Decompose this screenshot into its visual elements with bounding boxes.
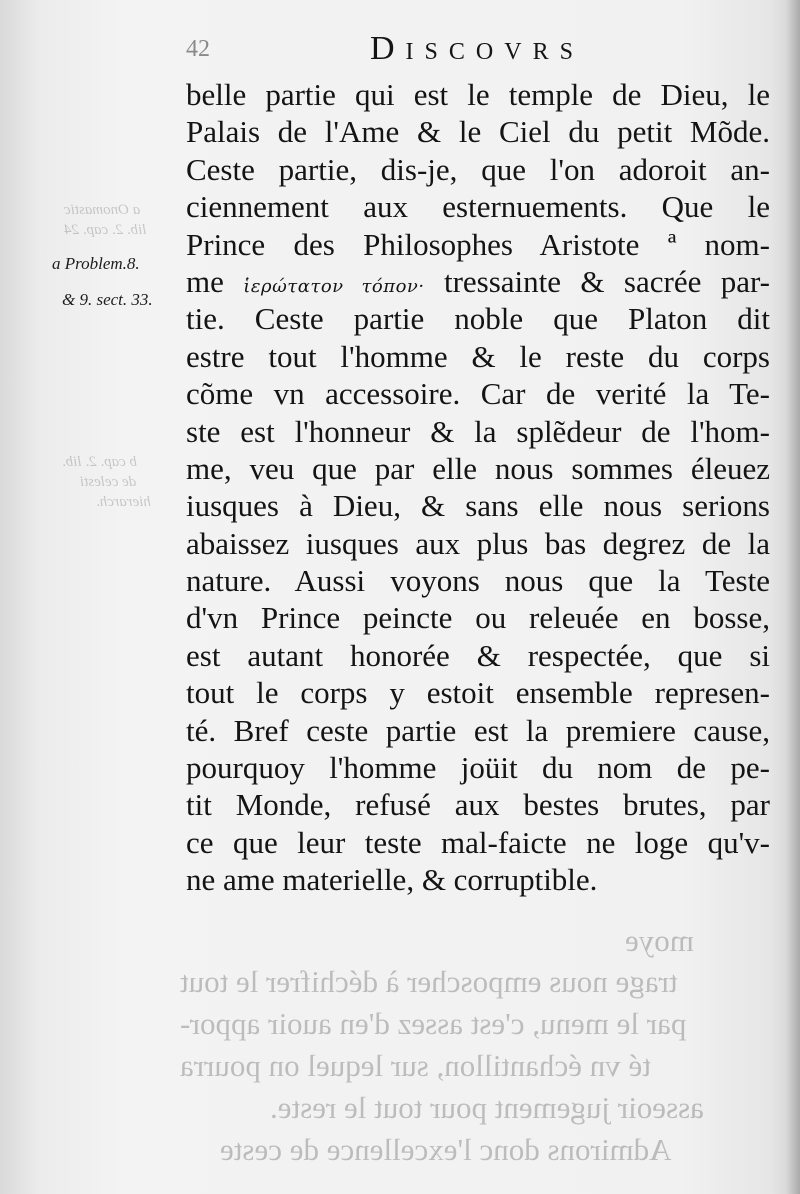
text-line: pourquoy l'homme joüit du nom de pe- [186, 750, 770, 786]
text-line: tit Monde, refusé aux bestes brutes, par [186, 787, 770, 823]
show-through-line: té vn échantillon, sur lequel on pourra [180, 1048, 651, 1083]
body-text [186, 76, 770, 899]
text-line: Palais de l'Ame & le Ciel du petit Mõde. [186, 114, 770, 150]
text-line: tout le corps y estoit ensemble represen- [186, 675, 770, 711]
text-line: iusques à Dieu, & sans elle nous serions [186, 488, 770, 524]
text-line: ciennement aux esternuements. Que le [186, 189, 770, 225]
page-number: 42 [186, 36, 210, 62]
greek-phrase: ἱερώτατον τόπον· [243, 275, 425, 297]
show-through-note: de celesti [80, 474, 137, 490]
text-line: ste est l'honneur & la splẽdeur de l'hom- [186, 413, 770, 449]
text-line: d'vn Prince peincte ou releuée en bosse, [186, 600, 770, 636]
show-through-note: lib. 2. cap. 24 [64, 222, 147, 238]
running-head: Discovrs [370, 30, 584, 67]
text-line: ne ame materielle, & corruptible. [186, 862, 598, 898]
text-line: tie. Ceste partie noble que Platon dit [186, 301, 770, 337]
text-line: me, veu que par elle nous sommes éleuez [186, 450, 770, 486]
text-line: ce que leur teste mal-faicte ne loge qu'v- [186, 824, 770, 860]
text-line: nature. Aussi voyons nous que la Teste [186, 563, 770, 599]
text-line: estre tout l'homme & le reste du corps [186, 338, 770, 374]
show-through-line: par le menu, c'est assez d'en auoir appor- [180, 1006, 687, 1041]
text-line: Ceste partie, dis-je, que l'on adoroit an- [186, 151, 770, 187]
marginal-note: a Problem.8. [52, 254, 140, 273]
text-line: cõme vn accessoire. Car de verité la Te- [186, 376, 770, 412]
marginal-note: & 9. sect. 33. [62, 290, 153, 309]
show-through-line: trage nous emposcher à déchifrer le tout [180, 964, 678, 999]
binding-shadow [786, 0, 800, 1194]
text-fragment: me [186, 263, 224, 299]
text-fragment: tressainte & sacrée par- [443, 263, 771, 299]
show-through-line: asseoir jugement pour tout le reste. [270, 1090, 704, 1125]
show-through-line: Admirons donc l'excellence de ceste [220, 1132, 672, 1167]
show-through-line: moye [625, 923, 694, 958]
text-line-with-greek [186, 263, 770, 300]
text-line: Prince des Philosophes Aristote ª nom- [186, 226, 770, 262]
show-through-note: a Onomastic [64, 202, 141, 218]
text-line: est autant honorée & respectée, que si [186, 637, 770, 673]
show-through-note: hierarch. [96, 494, 151, 510]
text-line: belle partie qui est le temple de Dieu, le [186, 77, 770, 112]
show-through-note: b cap. 2. lib. [62, 454, 137, 470]
text-line: abaissez iusques aux plus bas degrez de la [186, 525, 770, 561]
text-line: té. Bref ceste partie est la premiere cause, [186, 712, 770, 748]
